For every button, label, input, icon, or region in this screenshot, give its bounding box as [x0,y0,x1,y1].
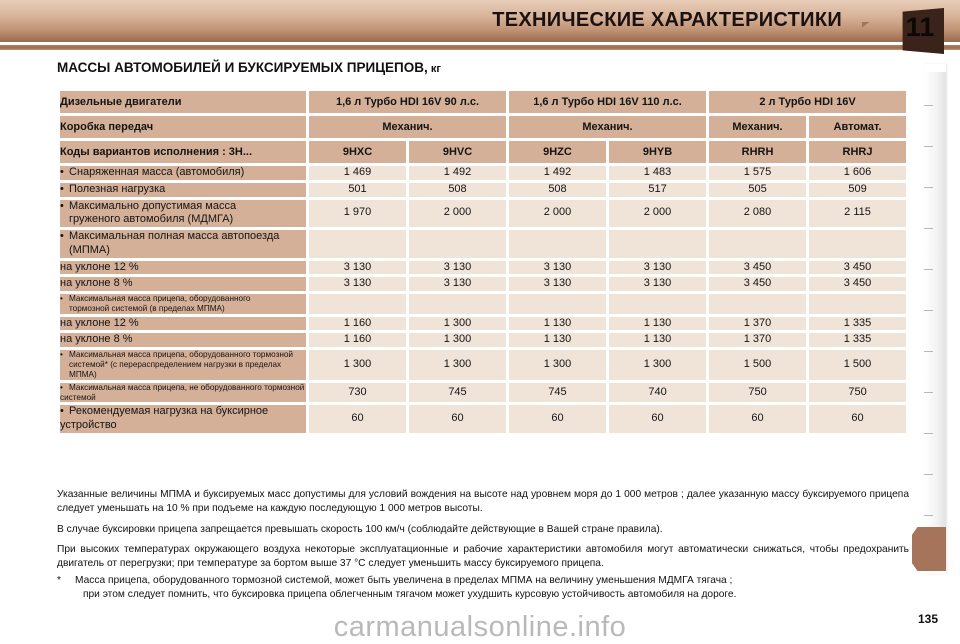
cell-value: 3 450 [709,261,806,275]
table-row [60,405,906,433]
watermark: carmanualsonline.info [333,611,627,643]
row-label [60,405,306,433]
cell-value [409,230,506,258]
cell-value: 3 130 [309,261,406,275]
cell-value [309,230,406,258]
cell-value [709,294,806,314]
table-row [60,166,906,180]
cell-value: 3 130 [409,277,506,291]
table-row [60,261,906,275]
engine-group-3: 2 л Турбо HDI 16V [709,91,906,113]
variant-code-3: 9HZC [509,141,606,163]
section-title [57,60,441,75]
table-row-engines [60,91,906,113]
row-label-text: Рекомендуемая нагрузка на буксирное устройство [60,405,269,432]
row-label: на уклоне 8 % [60,333,306,347]
chapter-number-tab [898,8,944,54]
row-label-text: Максимальная полная масса автопоезда [69,230,280,242]
footnote-star-line-2: при этом следует помнить, что буксировка прицепа облегченным тягачом может ухудшить курсовую устойчивость автомобиля на дороге. [83,588,737,600]
engine-group-1: 1,6 л Турбо HDI 16V 90 л.с. [309,91,506,113]
row-label [60,200,306,228]
row-label-text: Максимальная масса прицепа, не оборудованного тормозной системой [60,382,305,402]
row-label-text-line2: (МПМА) [69,243,110,256]
cell-value [509,230,606,258]
cell-value: 2 080 [709,200,806,228]
bullet-icon: • [60,350,63,360]
cell-value: 1 335 [809,333,906,347]
ruler-tick [924,228,933,229]
bullet-icon: • [60,199,64,212]
notes-block [57,488,909,571]
row-label: на уклоне 8 % [60,277,306,291]
cell-value [809,230,906,258]
table-row [60,317,906,331]
table-row-gearbox [60,116,906,138]
row-label [60,230,306,258]
page-number: 135 [917,612,938,626]
table-row [60,294,906,314]
bullet-icon: • [60,230,64,242]
cell-value: 3 450 [809,261,906,275]
codes-row-label: Коды вариантов исполнения : 3H... [60,141,306,163]
specifications-table [57,88,909,436]
row-label-text-line2: груженого автомобиля (МДМГА) [69,213,234,226]
ruler-tick [924,105,933,106]
footnote-star-marker: * [57,575,61,586]
row-label-text-line2: тормозной системой (в пределах МПМА) [69,303,225,313]
variant-code-4: 9HYB [609,141,706,163]
cell-value: 1 300 [609,350,706,380]
row-label: на уклоне 12 % [60,261,306,275]
gearbox-value-3: Механич. [709,116,806,138]
cell-value: 1 130 [509,317,606,331]
cell-value: 1 160 [309,333,406,347]
bullet-icon: • [60,166,64,178]
cell-value: 1 335 [809,317,906,331]
engine-group-2: 1,6 л Турбо HDI 16V 110 л.с. [509,91,706,113]
cell-value: 60 [609,405,706,433]
cell-value: 1 370 [709,333,806,347]
page-edge-ruler-strip [924,64,946,574]
cell-value [709,230,806,258]
row-label-text: Снаряженная масса (автомобиля) [69,166,245,178]
page-edge-thumb-tab [912,527,946,571]
cell-value: 1 575 [709,166,806,180]
table-row [60,277,906,291]
footnote-star-block [57,574,909,602]
cell-value: 1 500 [709,350,806,380]
table-row [60,230,906,258]
cell-value: 2 000 [409,200,506,228]
row-label: на уклоне 12 % [60,317,306,331]
cell-value: 2 000 [509,200,606,228]
row-label-text: Максимально допустимая масса [69,199,237,212]
row-label [60,166,306,180]
cell-value: 740 [609,383,706,403]
bullet-icon: • [60,182,64,195]
cell-value: 1 300 [309,350,406,380]
table-row [60,350,906,380]
cell-value: 1 300 [409,333,506,347]
cell-value: 3 450 [709,277,806,291]
cell-value: 1 483 [609,166,706,180]
cell-value: 1 370 [709,317,806,331]
ruler-cap-top [924,64,946,72]
variant-code-2: 9HVC [409,141,506,163]
row-label-text-line2: системой* (с перераспределением нагрузки в пределах МПМА) [69,360,282,379]
ruler-tick [924,310,933,311]
cell-value: 1 130 [509,333,606,347]
cell-value [409,294,506,314]
page-header-title: ТЕХНИЧЕСКИЕ ХАРАКТЕРИСТИКИ [492,9,842,31]
header-notch-decoration [862,22,902,52]
cell-value: 1 970 [309,200,406,228]
bullet-icon: • [60,405,64,418]
row-label-text: Максимальная масса прицепа, оборудованного [69,294,251,303]
cell-value: 1 300 [409,317,506,331]
section-title-text: МАССЫ АВТОМОБИЛЕЙ И БУКСИРУЕМЫХ ПРИЦЕПОВ, [57,60,428,75]
header-rule-brown [0,45,960,50]
note-paragraph-3: При высоких температурах окружающего воздуха некоторые эксплуатационные и рабочие характеристики автомобиля могут автоматически снижаться, чтобы предохранить двигатель от перегрузки; при температуре за бортом выше 37 °C следует уменьшить массу буксируемого прицепа. [57,544,909,570]
variant-code-6: RHRJ [809,141,906,163]
cell-value [609,294,706,314]
ruler-tick [924,146,933,147]
cell-value: 745 [409,383,506,403]
cell-value: 60 [809,405,906,433]
section-title-unit: кг [427,63,441,75]
cell-value: 2 000 [609,200,706,228]
cell-value: 1 130 [609,317,706,331]
engines-row-label: Дизельные двигатели [60,91,306,113]
footnote-star-text [57,574,909,602]
table-row [60,183,906,197]
cell-value: 508 [509,183,606,197]
cell-value: 3 130 [509,261,606,275]
gearbox-row-label: Коробка передач [60,116,306,138]
ruler-tick [924,392,933,393]
gearbox-value-4: Автомат. [809,116,906,138]
chapter-number-label: 11 [905,12,935,42]
cell-value: 1 500 [809,350,906,380]
cell-value: 3 130 [409,261,506,275]
cell-value: 3 450 [809,277,906,291]
gearbox-value-2: Механич. [509,116,706,138]
cell-value: 517 [609,183,706,197]
row-label [60,350,306,380]
row-label-text: Полезная нагрузка [69,182,166,195]
row-label-text: Максимальная масса прицепа, оборудованного тормозной [69,350,293,360]
cell-value: 1 492 [409,166,506,180]
ruler-tick [924,351,933,352]
cell-value: 1 606 [809,166,906,180]
row-label [60,183,306,197]
variant-code-5: RHRH [709,141,806,163]
cell-value: 1 300 [509,350,606,380]
bullet-icon: • [60,294,63,303]
cell-value: 60 [309,405,406,433]
ruler-tick [924,187,933,188]
cell-value: 60 [709,405,806,433]
ruler-tick [924,433,933,434]
cell-value: 730 [309,383,406,403]
cell-value: 2 115 [809,200,906,228]
cell-value: 509 [809,183,906,197]
bullet-icon: • [60,382,63,392]
cell-value: 1 130 [609,333,706,347]
table-row [60,333,906,347]
footnote-star-line-1: Масса прицепа, оборудованного тормозной системой, может быть увеличена в пределах МПМА на величину уменьшения МДМГА тягача ; [75,575,733,586]
cell-value: 508 [409,183,506,197]
cell-value: 1 160 [309,317,406,331]
cell-value: 3 130 [609,261,706,275]
ruler-tick [924,474,933,475]
table-row [60,200,906,228]
cell-value: 1 469 [309,166,406,180]
cell-value: 501 [309,183,406,197]
table-row [60,383,906,403]
cell-value [509,294,606,314]
cell-value [809,294,906,314]
ruler-tick [924,269,933,270]
table-row-codes [60,141,906,163]
gearbox-value-1: Механич. [309,116,506,138]
cell-value: 3 130 [509,277,606,291]
cell-value: 745 [509,383,606,403]
row-label [60,383,306,403]
cell-value: 3 130 [609,277,706,291]
cell-value: 1 492 [509,166,606,180]
cell-value: 505 [709,183,806,197]
variant-code-1: 9HXC [309,141,406,163]
cell-value: 60 [409,405,506,433]
notch-brown-slash [862,22,902,29]
cell-value [609,230,706,258]
cell-value: 750 [809,383,906,403]
cell-value: 750 [709,383,806,403]
note-paragraph-1: Указанные величины МПМА и буксируемых масс допустимы для условий вождения на высоте над уровнем моря до 1 000 метров ; далее указанную массу буксируемого прицепа следует уменьшать на 10 % при подъеме на каждую последующую 1 000 метров высоты. [57,489,909,514]
cell-value: 1 300 [409,350,506,380]
cell-value: 60 [509,405,606,433]
ruler-tick [924,515,933,516]
cell-value: 3 130 [309,277,406,291]
cell-value [309,294,406,314]
note-paragraph-2: В случае буксировки прицепа запрещается превышать скорость 100 км/ч (соблюдайте действующие в Вашей стране правила). [57,523,663,535]
row-label [60,294,306,314]
